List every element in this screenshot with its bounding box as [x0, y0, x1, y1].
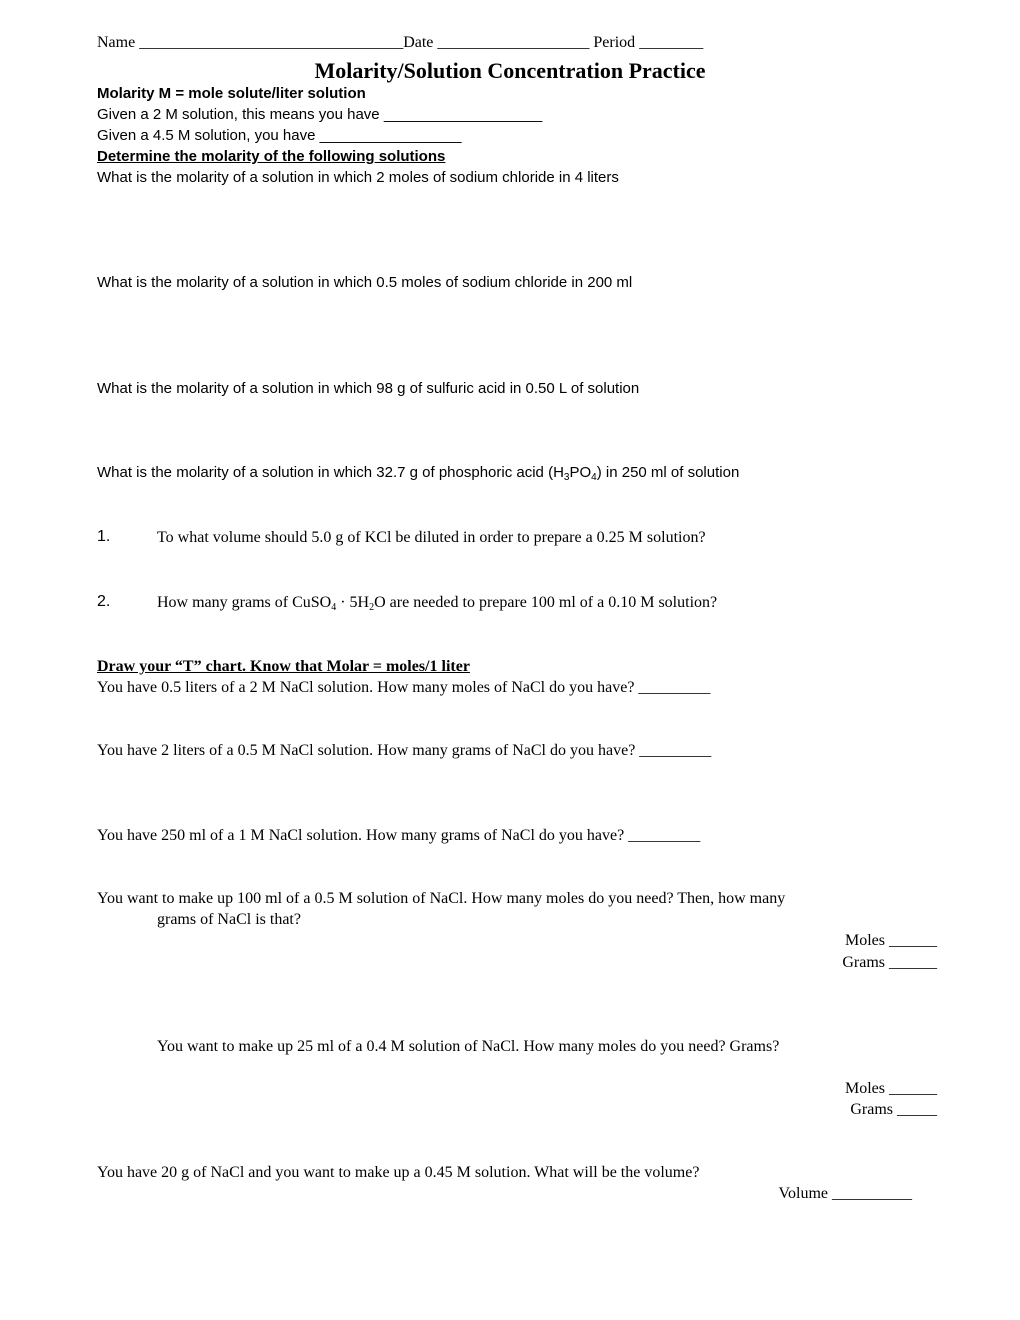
q4-mid: PO: [569, 464, 592, 481]
numbered-1-label: 1.: [97, 528, 111, 545]
problem-5-grams-answer[interactable]: Grams _____: [850, 1101, 937, 1118]
question-2: What is the molarity of a solution in which 0.5 moles of sodium chloride in 200 ml: [97, 274, 633, 291]
q4-sub1: 3: [563, 472, 570, 483]
n2-mid: · 5H: [336, 594, 370, 611]
problem-2: You have 2 liters of a 0.5 M NaCl solution. How many grams of NaCl do you have? _________: [97, 742, 712, 759]
problem-5: You want to make up 25 ml of a 0.4 M solution of NaCl. How many moles do you need? Grams?: [157, 1038, 780, 1055]
question-1: What is the molarity of a solution in which 2 moles of sodium chloride in 4 liters: [97, 169, 619, 186]
name-field[interactable]: _________________________________: [139, 34, 404, 51]
period-field[interactable]: ________: [639, 34, 704, 51]
n2-suffix: O are needed to prepare 100 ml of a 0.10 M solution?: [374, 594, 718, 611]
period-label: Period: [593, 34, 636, 51]
date-field[interactable]: ___________________: [437, 34, 590, 51]
numbered-1-text: To what volume should 5.0 g of KCl be diluted in order to prepare a 0.25 M solution?: [157, 529, 706, 546]
numbered-2-text: [157, 593, 717, 613]
n2-prefix: How many grams of CuSO: [157, 594, 332, 611]
problem-6-volume-answer[interactable]: Volume __________: [778, 1185, 912, 1202]
problem-4-moles-answer[interactable]: Moles ______: [845, 932, 937, 949]
header-line: [97, 33, 703, 53]
problem-4-line2: grams of NaCl is that?: [157, 911, 301, 928]
name-label: Name: [97, 34, 136, 51]
q4-suffix: ) in 250 ml of solution: [596, 464, 740, 481]
question-3: What is the molarity of a solution in which 98 g of sulfuric acid in 0.50 L of solution: [97, 380, 640, 397]
n2-sub2: 2: [369, 602, 375, 613]
molarity-formula: Molarity M = mole solute/liter solution: [97, 85, 366, 102]
section-heading-tchart: Draw your “T” chart. Know that Molar = moles/1 liter: [97, 658, 470, 675]
problem-6: You have 20 g of NaCl and you want to make up a 0.45 M solution. What will be the volume?: [97, 1164, 700, 1181]
date-label: Date: [403, 34, 434, 51]
problem-3: You have 250 ml of a 1 M NaCl solution. How many grams of NaCl do you have? _________: [97, 827, 701, 844]
question-4: [97, 463, 739, 483]
problem-1: You have 0.5 liters of a 2 M NaCl solution. How many moles of NaCl do you have? _________: [97, 679, 711, 696]
given-2m-prompt: Given a 2 M solution, this means you have ___________________: [97, 106, 543, 123]
page-title: Molarity/Solution Concentration Practice: [314, 58, 706, 83]
given-45m-prompt: Given a 4.5 M solution, you have _________________: [97, 127, 462, 144]
problem-4-line1: You want to make up 100 ml of a 0.5 M solution of NaCl. How many moles do you need? Then, how many: [97, 890, 786, 907]
q4-prefix: What is the molarity of a solution in which 32.7 g of phosphoric acid (H: [97, 464, 564, 481]
q4-sub2: 4: [591, 472, 597, 483]
n2-sub1: 4: [331, 602, 337, 613]
numbered-2-label: 2.: [97, 593, 111, 610]
problem-4-grams-answer[interactable]: Grams ______: [842, 954, 937, 971]
problem-5-moles-answer[interactable]: Moles ______: [845, 1080, 937, 1097]
section-heading-molarity: Determine the molarity of the following solutions: [97, 148, 446, 165]
